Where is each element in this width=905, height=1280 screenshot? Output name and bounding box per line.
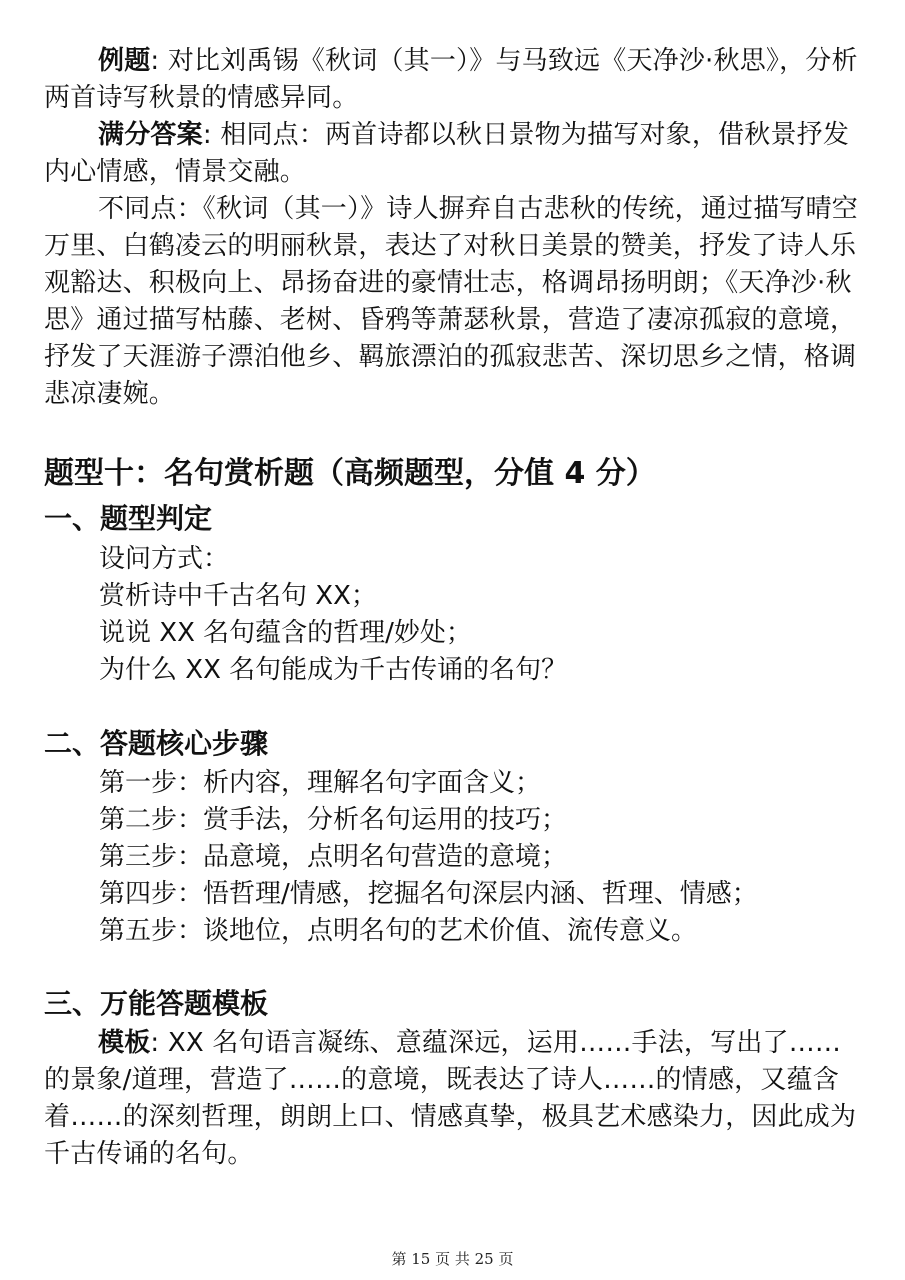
part2-heading: 二、答题核心步骤 — [44, 727, 269, 760]
answer-text: 相同点：两首诗都以秋日景物为描写对象，借秋景抒发内心情感，情景交融。 — [44, 120, 850, 187]
step-line: 第二步：赏手法，分析名句运用的技巧； — [99, 805, 568, 835]
step-line: 第三步：品意境，点明名句营造的意境； — [99, 842, 568, 872]
page-footer: 第 15 页 共 25 页 — [391, 1250, 514, 1268]
step-line: 第一步：析内容，理解名句字面含义； — [99, 768, 542, 798]
part1-heading: 一、题型判定 — [44, 502, 213, 535]
answer-paragraph — [44, 117, 864, 191]
part1-line: 为什么 XX 名句能成为千古传诵的名句？ — [99, 655, 568, 685]
part1-line: 说说 XX 名句蕴含的哲理/妙处； — [99, 618, 472, 648]
part3-heading: 三、万能答题模板 — [44, 987, 269, 1020]
step-line: 第四步：悟哲理/情感，挖掘名句深层内涵、哲理、情感； — [99, 879, 758, 909]
answer-sep: : — [202, 120, 212, 150]
template-sep: : — [150, 1028, 160, 1058]
answer-label: 满分答案 — [98, 120, 203, 150]
template-paragraph — [44, 1025, 864, 1173]
difference-paragraph: 不同点：《秋词（其一）》诗人摒弃自古悲秋的传统，通过描写晴空万里、白鹤凌云的明丽秋景，表达了对秋日美景的赞美，抒发了诗人乐观豁达、积极向上、昂扬奋进的豪情壮志，格调昂扬明朗；《天净沙·秋思》通过描写枯藤、老树、昏鸦等萧瑟秋景，营造了凄凉孤寂的意境，抒发了天涯游子漂泊他乡、羁旅漂泊的孤寂悲苦、深切思乡之情，格调悲凉凄婉。 — [44, 194, 859, 409]
template-text: XX 名句语言凝练、意蕴深远，运用……手法，写出了……的景象/道理，营造了……的意境，既表达了诗人……的情感，又蕴含着……的深刻哲理，朗朗上口、情感真挚，极具艺术感染力，因此成为千古传诵的名句。 — [44, 1028, 857, 1169]
step-line: 第五步：谈地位，点明名句的艺术价值、流传意义。 — [99, 916, 698, 946]
part1-line: 设问方式： — [99, 544, 230, 574]
example-label: 例题 — [98, 46, 151, 76]
part1-line: 赏析诗中千古名句 XX； — [99, 581, 377, 611]
example-paragraph — [44, 43, 864, 117]
example-text: 对比刘禹锡《秋词（其一）》与马致远《天净沙·秋思》，分析两首诗写秋景的情感异同。 — [44, 46, 858, 113]
template-label: 模板 — [98, 1028, 151, 1058]
example-sep: : — [150, 46, 160, 76]
section-title: 题型十：名句赏析题（高频题型，分值 4 分） — [44, 456, 656, 491]
